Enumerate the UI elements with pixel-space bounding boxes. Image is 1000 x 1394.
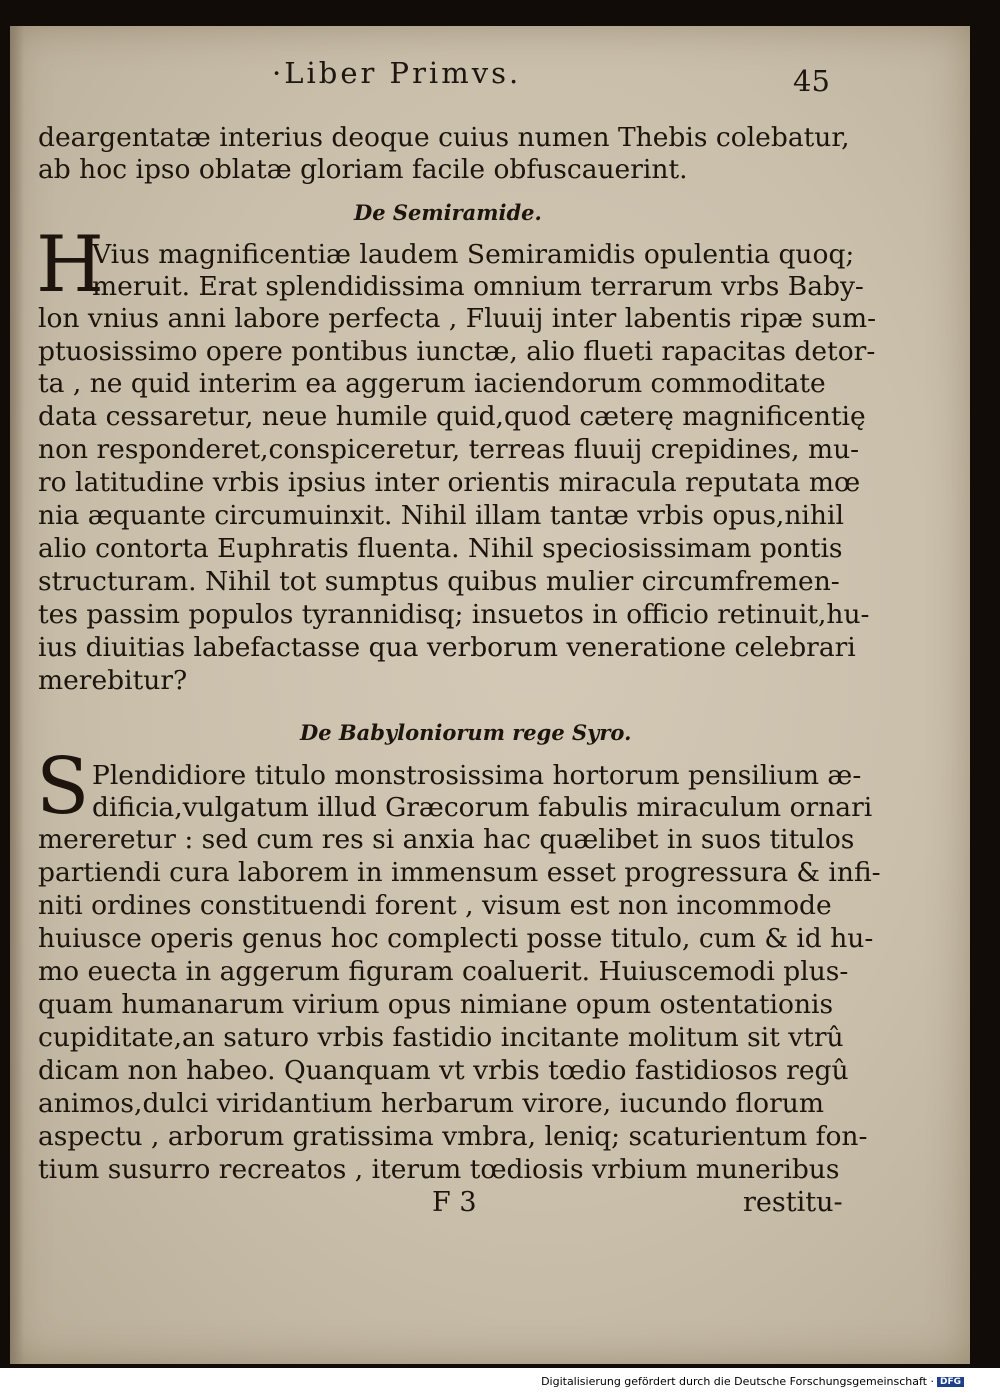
text-line: aspectu , arborum gratissima vmbra, leniq; scaturientum fon- [38,1121,868,1152]
text-line: animos,dulci viridantium herbarum virore, iucundo florum [38,1088,824,1119]
text-line: Plendidiore titulo monstrosissima hortorum pensilium æ- [92,760,862,791]
text-line: non responderet,conspiceretur, terreas fluuij crepidines, mu- [38,434,860,465]
section-title-semiramide: De Semiramide. [354,200,542,225]
text-line: nia æquante circumuinxit. Nihil illam tantæ vrbis opus,nihil [38,500,844,531]
text-line: ptuosissimo opere pontibus iunctæ, alio flueti rapacitas detor- [38,336,876,367]
signature-mark: F 3 [432,1187,477,1218]
catchword: restitu- [743,1187,843,1218]
text-line: meruit. Erat splendidissima omnium terrarum vrbs Baby- [92,271,864,302]
text-line: lon vnius anni labore perfecta , Fluuij inter labentis ripæ sum- [38,303,877,334]
drop-capital: S [36,742,90,832]
text-line: cupiditate,an saturo vrbis fastidio incitante molitum sit vtrû [38,1022,844,1053]
text-line: ro latitudine vrbis ipsius inter orientis miracula reputata mœ [38,467,861,498]
text-line: alio contorta Euphratis fluenta. Nihil speciosissimam pontis [38,533,843,564]
text-line: quam humanarum virium opus nimiane opum ostentationis [38,989,834,1020]
text-line: dicam non habeo. Quanquam vt vrbis tœdio fastidiosos regû [38,1055,849,1086]
text-line: ius diuitias labefactasse qua verborum veneratione celebrari [38,632,856,663]
running-title: ·Liber Primvs. [272,56,522,90]
dfg-logo: DFG [937,1377,964,1387]
section-title-syro: De Babyloniorum rege Syro. [300,720,632,745]
page-edge-shadow [10,26,24,1364]
text-line: mo euecta in aggerum figuram coaluerit. Huiuscemodi plus- [38,956,849,987]
credit-text: Digitalisierung gefördert durch die Deutsche Forschungsgemeinschaft · [541,1375,934,1388]
text-line: tium susurro recreatos , iterum tœdiosis vrbium muneribus [38,1154,840,1185]
text-line: structuram. Nihil tot sumptus quibus mulier circumfremen- [38,566,840,597]
text-line: mereretur : sed cum res si anxia hac quælibet in suos titulos [38,824,855,855]
page-number: 45 [793,64,830,98]
text-line: tes passim populos tyrannidisq; insuetos in officio retinuit,hu- [38,599,870,630]
drop-capital: H [36,220,105,310]
text-line: partiendi cura laborem in immensum esset progressura & infi- [38,857,881,888]
text-line: deargentatæ interius deoque cuius numen Thebis colebatur, [38,122,850,153]
text-line: huiusce operis genus hoc complecti posse titulo, cum & id hu- [38,923,874,954]
text-line: niti ordines constituendi forent , visum est non incommode [38,890,832,921]
text-line: Vius magnificentiæ laudem Semiramidis opulentia quoq; [92,239,855,270]
text-line: ab hoc ipso oblatæ gloriam facile obfuscauerint. [38,154,688,185]
digitization-credit [541,1375,964,1388]
text-line: data cessaretur, neue humile quid,quod cæterę magnificentię [38,401,866,432]
text-line: dificia,vulgatum illud Græcorum fabulis miraculum ornari [92,792,873,823]
text-line: ta , ne quid interim ea aggerum iaciendorum commoditate [38,368,826,399]
text-line: merebitur? [38,665,188,696]
